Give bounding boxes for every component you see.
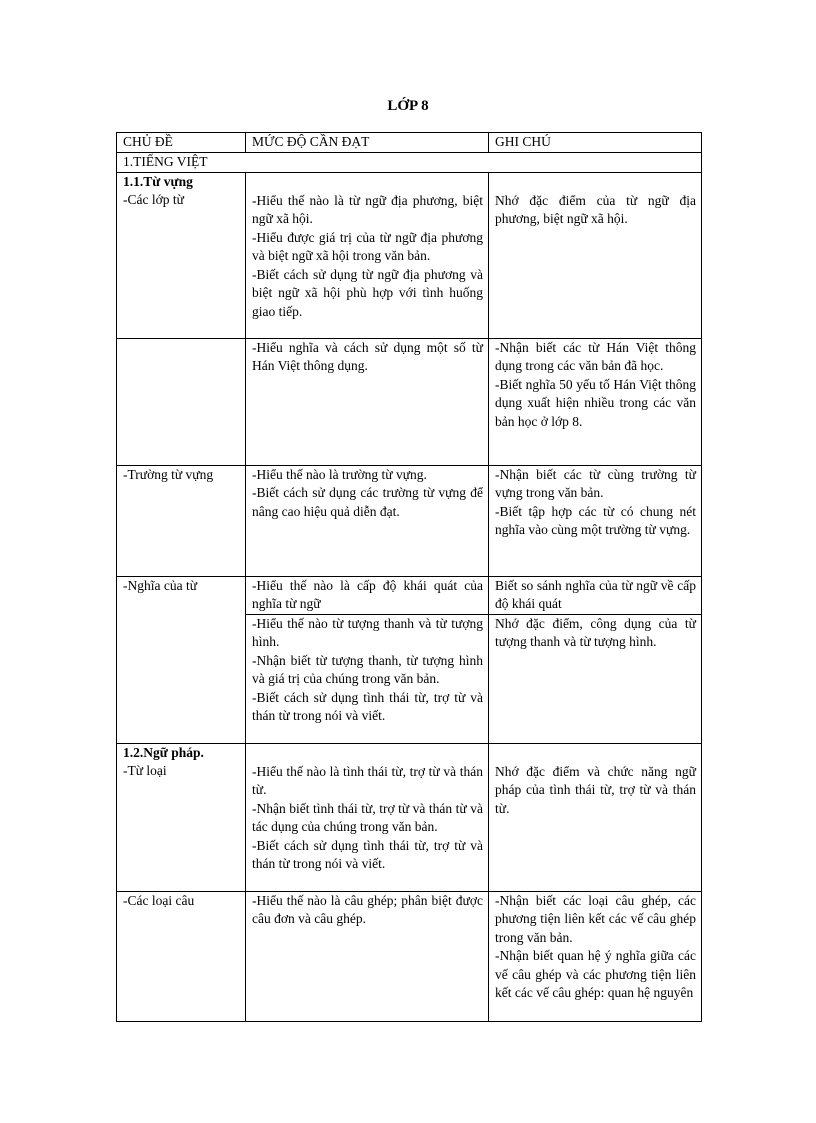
level-cell: -Hiểu thế nào là cấp độ khái quát của nghĩa từ ngữ: [246, 576, 489, 614]
topic-label: -Các loại câu: [117, 891, 246, 1021]
level-cell: -Hiểu thế nào là câu ghép; phân biệt được câu đơn và câu ghép.: [246, 891, 489, 1021]
note-item: -Nhận biết các loại câu ghép, các phương tiện liên kết các vế câu ghép trong văn bản.: [495, 892, 696, 945]
page-title: LỚP 8: [387, 98, 429, 114]
topic-label: -Từ loại: [123, 763, 167, 778]
section-row: [117, 153, 702, 173]
level-item: -Biết cách sử dụng từ ngữ địa phương và biệt ngữ xã hội phù hợp với tình huống giao tiếp.: [252, 266, 483, 319]
note-cell: [489, 338, 702, 465]
note-item: -Nhận biết các từ Hán Việt thông dụng trong các văn bản đã học.: [495, 339, 696, 373]
note-item: -Nhận biết quan hệ ý nghĩa giữa các vế câu ghép và các phương tiện liên kết các vế câu ghép: quan hệ nguyên: [495, 948, 696, 1000]
note-item: -Biết nghĩa 50 yếu tố Hán Việt thông dụng xuất hiện nhiều trong các văn bản học ở lớp 8.: [495, 376, 696, 429]
topic-label: -Các lớp từ: [123, 192, 184, 207]
table-row: [117, 172, 702, 338]
level-item: -Biết cách sử dụng các trường từ vựng để nâng cao hiệu quả diễn đạt.: [252, 485, 483, 519]
level-item: -Nhận biết từ tượng thanh, từ tượng hình và giá trị của chúng trong văn bản.: [252, 652, 483, 686]
curriculum-table: [116, 132, 702, 1022]
header-level: MỨC ĐỘ CẦN ĐẠT: [246, 133, 489, 153]
topic-label: -Nghĩa của từ: [117, 576, 246, 743]
header-topic: CHỦ ĐỀ: [117, 133, 246, 153]
note-cell: [489, 465, 702, 576]
level-cell: [246, 743, 489, 891]
level-item: -Hiểu thế nào là tình thái từ, trợ từ và thán từ.: [252, 763, 483, 797]
table-row: [117, 338, 702, 465]
table-row: [117, 891, 702, 1021]
note-cell: Nhớ đặc điểm, công dụng của từ tượng thanh và từ tượng hình.: [489, 614, 702, 743]
subsection-title: 1.1.Từ vựng: [123, 173, 193, 189]
level-item: -Biết cách sử dụng tình thái từ, trợ từ và thán từ trong nói và viết.: [252, 837, 483, 871]
level-cell: [246, 465, 489, 576]
subsection-title: 1.2.Ngữ pháp.: [123, 744, 204, 760]
note-item: -Nhận biết các từ cùng trường từ vựng trong văn bản.: [495, 466, 696, 500]
level-item: -Nhận biết tình thái từ, trợ từ và thán từ và tác dụng của chúng trong văn bản.: [252, 800, 483, 834]
topic-label: -Trường từ vựng: [117, 465, 246, 576]
level-item: -Biết cách sử dụng tình thái từ, trợ từ và thán từ trong nói và viết.: [252, 689, 483, 723]
level-item: -Hiểu thế nào là trường từ vựng.: [252, 466, 427, 482]
topic-cell: [117, 338, 246, 465]
table-row: [117, 743, 702, 891]
level-cell: -Hiểu nghĩa và cách sử dụng một số từ Hán Việt thông dụng.: [246, 338, 489, 465]
level-cell: [246, 614, 489, 743]
table-header-row: [117, 133, 702, 153]
note-cell: [489, 891, 702, 1021]
level-item: -Hiểu thế nào từ tượng thanh và từ tượng hình.: [252, 615, 483, 649]
note-item: -Biết tập hợp các từ có chung nét nghĩa vào cùng một trường từ vựng.: [495, 503, 696, 537]
topic-cell: [117, 743, 246, 891]
note-cell: Nhớ đặc điểm và chức năng ngữ pháp của tình thái từ, trợ từ và thán từ.: [489, 743, 702, 891]
level-item: -Hiểu thế nào là từ ngữ địa phương, biệt ngữ xã hội.: [252, 192, 483, 226]
note-cell: Biết so sánh nghĩa của từ ngữ về cấp độ khái quát: [489, 576, 702, 614]
topic-cell: [117, 172, 246, 338]
table-row: [117, 465, 702, 576]
section-title: 1.TIẾNG VIỆT: [117, 153, 702, 173]
level-item: -Hiểu được giá trị của từ ngữ địa phương và biệt ngữ xã hội trong văn bản.: [252, 229, 483, 263]
note-cell: Nhớ đặc điểm của từ ngữ địa phương, biệt ngữ xã hội.: [489, 172, 702, 338]
header-note: GHI CHÚ: [489, 133, 702, 153]
table-row: [117, 576, 702, 614]
level-cell: [246, 172, 489, 338]
